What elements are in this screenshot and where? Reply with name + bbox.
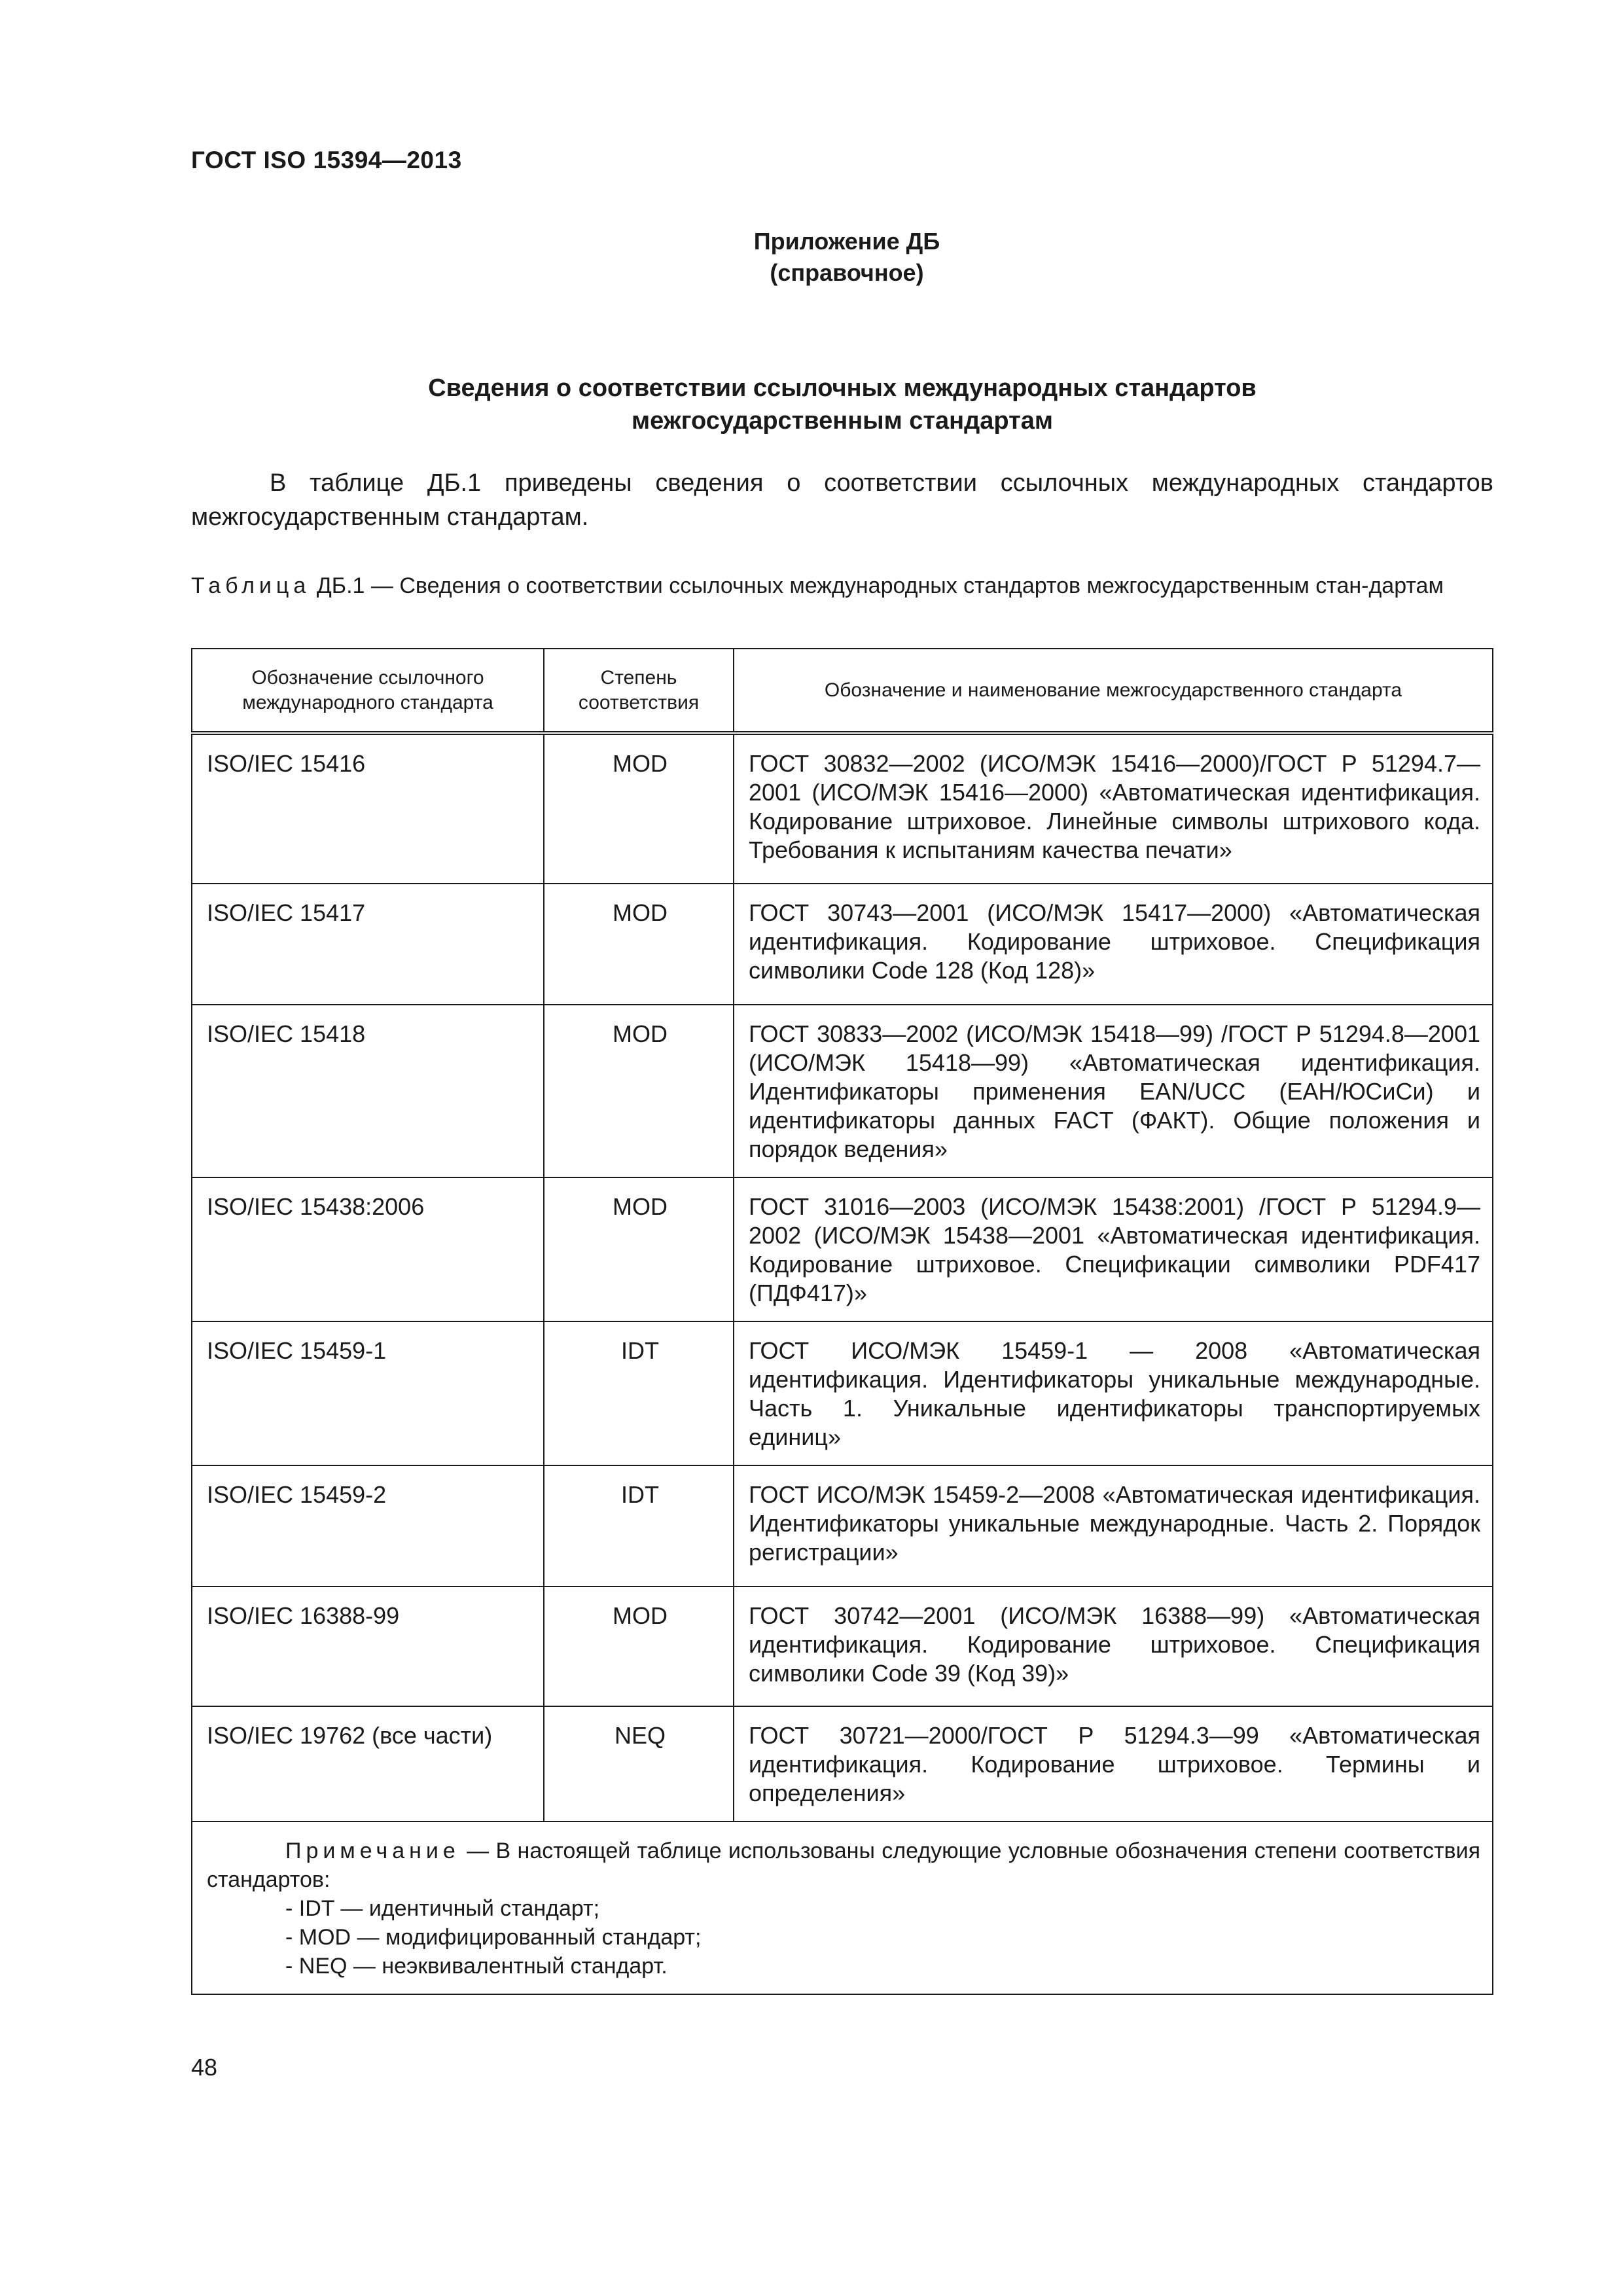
section-heading xyxy=(191,372,1493,437)
cell-reference: ISO/IEC 19762 (все части) xyxy=(192,1706,544,1821)
table-row xyxy=(192,1465,1493,1587)
cell-standard: ГОСТ 30832—2002 (ИСО/МЭК 15416—2000)/ГОСТ Р 51294.7—2001 (ИСО/МЭК 15416—2000) «Автоматическая идентификация. Кодирование штриховое. Линейные символы штрихового кода. Требования к испытаниям качества печати» xyxy=(734,733,1493,884)
note-item-idt: - IDT — идентичный стандарт; xyxy=(285,1896,600,1921)
header-reference-standard: Обозначение ссылочного международного стандарта xyxy=(192,649,544,733)
table-row xyxy=(192,884,1493,1005)
cell-degree: NEQ xyxy=(544,1706,734,1821)
cell-standard: ГОСТ 30742—2001 (ИСО/МЭК 16388—99) «Автоматическая идентификация. Кодирование штриховое. Спецификация символики Code 39 (Код 39)» xyxy=(734,1587,1493,1706)
cell-degree: MOD xyxy=(544,1177,734,1321)
table-caption-text: ДБ.1 — Сведения о соответствии ссылочных международных стандартов межгосударственным стан-дартам xyxy=(310,573,1444,598)
note-label: Примечание xyxy=(285,1839,460,1863)
appendix-title: Приложение ДБ xyxy=(753,228,940,255)
appendix-subtitle: (справочное) xyxy=(770,259,924,286)
table-row xyxy=(192,1706,1493,1821)
appendix-title-block xyxy=(0,226,1623,289)
table-row xyxy=(192,1321,1493,1465)
cell-standard: ГОСТ 30743—2001 (ИСО/МЭК 15417—2000) «Автоматическая идентификация. Кодирование штриховое. Спецификация символики Code 128 (Код 128)» xyxy=(734,884,1493,1005)
table-row xyxy=(192,1005,1493,1177)
table-note-row xyxy=(192,1821,1493,1994)
cell-standard: ГОСТ 30721—2000/ГОСТ Р 51294.3—99 «Автоматическая идентификация. Кодирование штриховое. Термины и определения» xyxy=(734,1706,1493,1821)
cell-degree: MOD xyxy=(544,733,734,884)
table-row xyxy=(192,1177,1493,1321)
standards-table xyxy=(191,648,1493,1995)
header-degree: Степень соответствия xyxy=(544,649,734,733)
table-caption xyxy=(191,571,1493,601)
cell-degree: IDT xyxy=(544,1465,734,1587)
section-heading-line2: межгосударственным стандартам xyxy=(632,407,1053,435)
cell-degree: MOD xyxy=(544,1587,734,1706)
table-header-row xyxy=(192,649,1493,733)
cell-reference: ISO/IEC 15417 xyxy=(192,884,544,1005)
table-row xyxy=(192,733,1493,884)
cell-degree: IDT xyxy=(544,1321,734,1465)
cell-degree: MOD xyxy=(544,1005,734,1177)
note-text: — В настоящей таблице использованы следующие условные обозначения степени соответствия стандартов: xyxy=(207,1839,1480,1892)
cell-reference: ISO/IEC 15416 xyxy=(192,733,544,884)
cell-reference: ISO/IEC 15459-1 xyxy=(192,1321,544,1465)
table-note xyxy=(192,1821,1493,1994)
document-header: ГОСТ ISO 15394—2013 xyxy=(191,147,462,173)
cell-standard: ГОСТ 30833—2002 (ИСО/МЭК 15418—99) /ГОСТ Р 51294.8—2001 (ИСО/МЭК 15418—99) «Автоматическая идентификация. Идентификаторы применения EAN/UCC (ЕАН/ЮСиСи) и идентификаторы данных FACT (ФАКТ). Общие положения и порядок ведения» xyxy=(734,1005,1493,1177)
note-item-neq: - NEQ — неэквивалентный стандарт. xyxy=(285,1954,668,1979)
cell-standard: ГОСТ ИСО/МЭК 15459-2—2008 «Автоматическая идентификация. Идентификаторы уникальные международные. Часть 2. Порядок регистрации» xyxy=(734,1465,1493,1587)
cell-reference: ISO/IEC 15459-2 xyxy=(192,1465,544,1587)
section-heading-line1: Сведения о соответствии ссылочных международных стандартов xyxy=(428,374,1257,402)
note-item-mod: - MOD — модифицированный стандарт; xyxy=(285,1925,702,1950)
cell-reference: ISO/IEC 16388-99 xyxy=(192,1587,544,1706)
page-number: 48 xyxy=(191,2054,218,2081)
cell-reference: ISO/IEC 15438:2006 xyxy=(192,1177,544,1321)
table-row xyxy=(192,1587,1493,1706)
cell-standard: ГОСТ 31016—2003 (ИСО/МЭК 15438:2001) /ГОСТ Р 51294.9—2002 (ИСО/МЭК 15438—2001 «Автоматическая идентификация. Кодирование штриховое. Спецификации символики PDF417 (ПДФ417)» xyxy=(734,1177,1493,1321)
cell-reference: ISO/IEC 15418 xyxy=(192,1005,544,1177)
intro-paragraph: В таблице ДБ.1 приведены сведения о соответствии ссылочных международных стандартов межгосударственным стандартам. xyxy=(191,469,1493,531)
note-intro xyxy=(207,1837,1480,1894)
header-interstate-standard: Обозначение и наименование межгосударственного стандарта xyxy=(734,649,1493,733)
cell-degree: MOD xyxy=(544,884,734,1005)
table-caption-label: Таблица xyxy=(191,573,311,598)
cell-standard: ГОСТ ИСО/МЭК 15459-1 — 2008 «Автоматическая идентификация. Идентификаторы уникальные международные. Часть 1. Уникальные идентификаторы транспортируемых единиц» xyxy=(734,1321,1493,1465)
